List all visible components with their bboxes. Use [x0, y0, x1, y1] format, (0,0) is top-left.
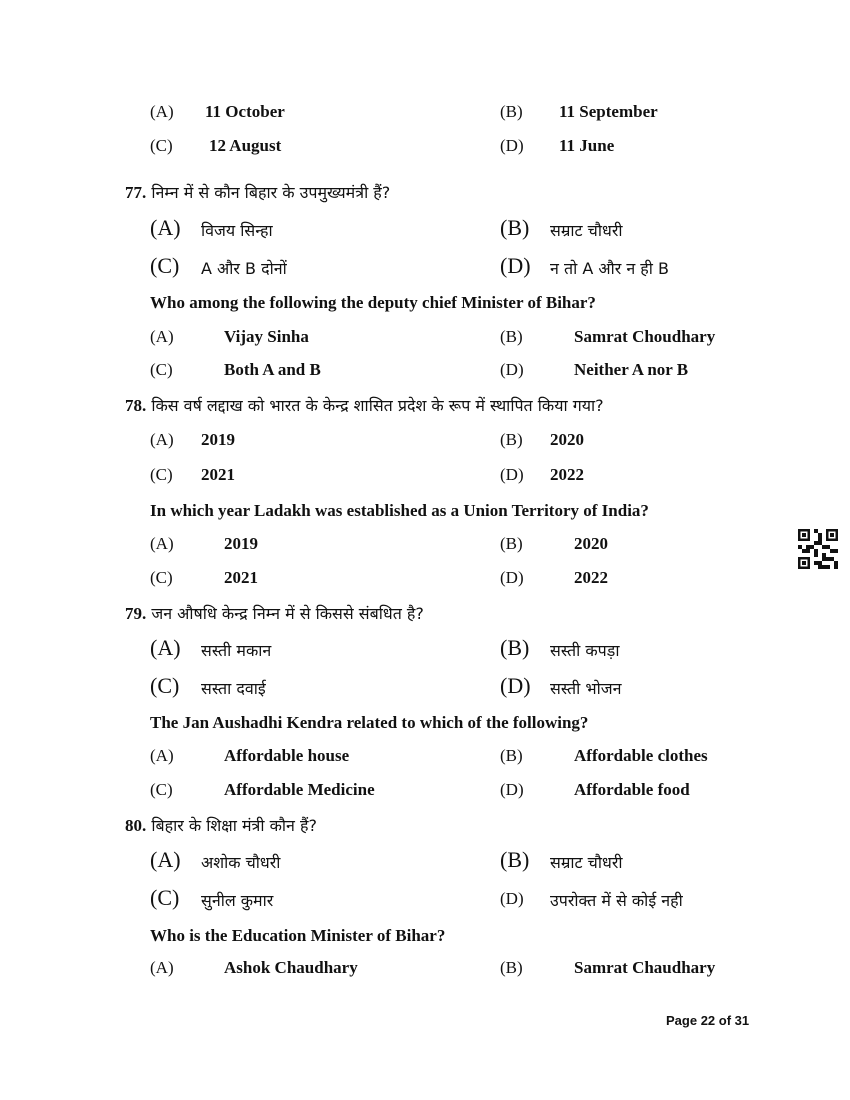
option-text: Both A and B [224, 360, 321, 379]
option-text: A और B दोनों [201, 259, 287, 278]
option-text: 11 June [559, 136, 615, 155]
question-80-hindi [0, 814, 850, 848]
option-label: (C) [150, 673, 180, 698]
option-text: न तो A और न ही B [550, 259, 670, 278]
option-row [0, 635, 850, 673]
option-text: सम्राट चौधरी [550, 221, 623, 240]
option-label: (D) [500, 136, 524, 155]
option-row [0, 102, 850, 136]
option-text: 2020 [574, 534, 608, 553]
option-label: (D) [500, 889, 524, 908]
option-text: Affordable food [574, 780, 690, 799]
option-text: 2022 [550, 465, 584, 484]
question-text-hindi: जन औषधि केन्द्र निम्न में से किससे संबधित है? [151, 604, 424, 623]
page-number [666, 1013, 749, 1028]
option-label: (C) [150, 360, 173, 379]
option-label: (C) [150, 885, 180, 910]
option-row [0, 465, 850, 499]
option-label: (D) [500, 360, 524, 379]
option-label: (B) [500, 746, 523, 765]
option-label: (C) [150, 780, 173, 799]
option-row [0, 746, 850, 780]
option-text: Vijay Sinha [224, 327, 309, 346]
page-of: of [715, 1013, 735, 1028]
option-label: (B) [500, 215, 530, 240]
option-label: (B) [500, 327, 523, 346]
option-label: (D) [500, 465, 524, 484]
question-number: 80. [125, 816, 147, 835]
question-78-english: In which year Ladakh was established as a Union Territory of India? [150, 501, 649, 520]
option-text: विजय सिन्हा [201, 221, 273, 240]
option-row [0, 780, 850, 814]
question-79-hindi [0, 602, 850, 636]
option-row [0, 360, 850, 394]
option-row [0, 568, 850, 602]
option-text: सस्ती मकान [201, 641, 272, 660]
option-row [0, 215, 850, 253]
question-number: 79. [125, 604, 147, 623]
qr-code-icon [798, 529, 838, 569]
option-text: सम्राट चौधरी [550, 853, 623, 872]
option-label: (D) [500, 780, 524, 799]
option-text: अशोक चौधरी [201, 853, 281, 872]
option-text: Affordable Medicine [224, 780, 375, 799]
question-number: 77. [125, 183, 147, 202]
page-current: 22 [700, 1013, 716, 1028]
option-text: Affordable clothes [574, 746, 708, 765]
question-80-english: Who is the Education Minister of Bihar? [150, 926, 446, 945]
option-label: (A) [150, 847, 181, 872]
option-text: 2019 [201, 430, 235, 449]
option-label: (A) [150, 635, 181, 660]
question-77-hindi [0, 181, 850, 215]
option-text: 2022 [574, 568, 608, 587]
option-label: (A) [150, 430, 174, 449]
option-label: (A) [150, 746, 174, 765]
option-row [0, 534, 850, 568]
option-text: 11 September [559, 102, 658, 121]
option-label: (B) [500, 847, 530, 872]
option-row [0, 958, 850, 992]
option-text: 2019 [224, 534, 258, 553]
option-label: (A) [150, 534, 174, 553]
question-text-hindi: निम्न में से कौन बिहार के उपमुख्यमंत्री हैं? [151, 183, 391, 202]
option-row [0, 885, 850, 923]
option-text: Neither A nor B [574, 360, 689, 379]
option-row [0, 847, 850, 885]
option-row [0, 136, 850, 170]
option-text: सस्ता दवाई [201, 679, 266, 698]
option-text: सस्ती कपड़ा [550, 641, 620, 660]
option-text: सस्ती भोजन [550, 679, 622, 698]
option-text: 12 August [209, 136, 282, 155]
option-text: उपरोक्त में से कोई नही [550, 891, 683, 910]
option-text: Ashok Chaudhary [224, 958, 358, 977]
option-label: (B) [500, 102, 523, 121]
option-text: Samrat Chaudhary [574, 958, 716, 977]
option-text: 11 October [205, 102, 285, 121]
page-total: 31 [734, 1013, 750, 1028]
option-label: (B) [500, 430, 523, 449]
option-label: (B) [500, 635, 530, 660]
option-text: 2020 [550, 430, 584, 449]
option-label: (C) [150, 568, 173, 587]
option-label: (A) [150, 327, 174, 346]
question-79-english: The Jan Aushadhi Kendra related to which of the following? [150, 713, 589, 732]
option-label: (D) [500, 568, 524, 587]
option-label: (D) [500, 253, 531, 278]
option-label: (D) [500, 673, 531, 698]
option-text: 2021 [201, 465, 235, 484]
question-77-english: Who among the following the deputy chief Minister of Bihar? [150, 293, 596, 312]
option-label: (A) [150, 215, 181, 240]
option-row [0, 327, 850, 361]
question-78-hindi [0, 394, 850, 428]
option-label: (C) [150, 465, 173, 484]
option-text: Affordable house [224, 746, 350, 765]
option-text: सुनील कुमार [201, 891, 274, 910]
question-text-hindi: किस वर्ष लद्दाख को भारत के केन्द्र शासित प्रदेश के रूप में स्थापित किया गया? [151, 396, 604, 415]
option-text: Samrat Choudhary [574, 327, 716, 346]
option-row [0, 673, 850, 711]
option-label: (C) [150, 253, 180, 278]
option-label: (B) [500, 958, 523, 977]
option-row [0, 253, 850, 291]
question-text-hindi: बिहार के शिक्षा मंत्री कौन हैं? [151, 816, 318, 835]
option-label: (A) [150, 958, 174, 977]
option-label: (A) [150, 102, 174, 121]
page-prefix: Page [666, 1013, 701, 1028]
option-text: 2021 [224, 568, 258, 587]
option-row [0, 430, 850, 464]
question-number: 78. [125, 396, 147, 415]
option-label: (B) [500, 534, 523, 553]
option-label: (C) [150, 136, 173, 155]
